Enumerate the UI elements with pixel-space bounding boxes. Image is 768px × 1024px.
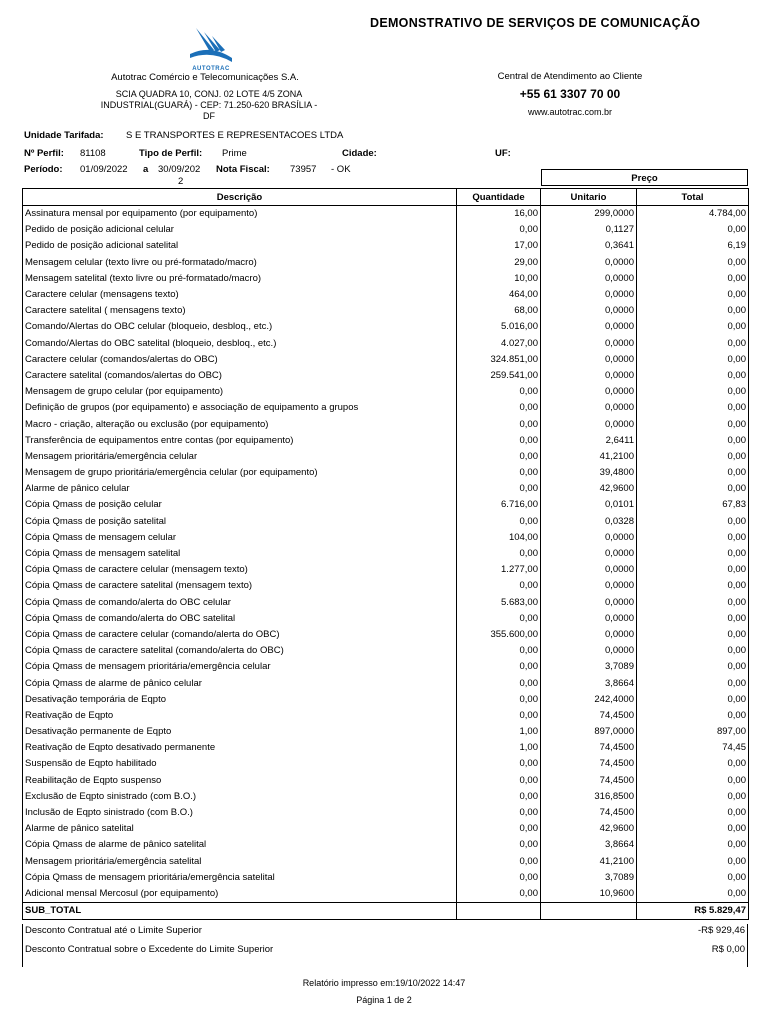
table-row xyxy=(23,821,749,837)
nota-fiscal-value: 73957 xyxy=(290,164,317,175)
periodo-label: Período: xyxy=(24,164,63,175)
address-line: INDUSTRIAL(GUARÁ) - CEP: 71.250-620 BRASÍLIA - xyxy=(100,100,318,110)
row-total: 0,00 xyxy=(637,611,749,627)
periodo-a: a xyxy=(143,164,149,175)
row-total: 0,00 xyxy=(637,870,749,886)
discount-contratual-label: Desconto Contratual até o Limite Superior xyxy=(25,925,202,936)
row-unit-price: 0,0000 xyxy=(541,595,637,611)
row-quantity: 29,00 xyxy=(457,255,541,271)
row-unit-price: 3,7089 xyxy=(541,659,637,675)
row-unit-price: 0,0000 xyxy=(541,546,637,562)
row-unit-price: 0,0328 xyxy=(541,514,637,530)
row-quantity: 0,00 xyxy=(457,611,541,627)
row-total: 0,00 xyxy=(637,773,749,789)
table-row xyxy=(23,837,749,853)
table-row xyxy=(23,886,749,903)
table-row xyxy=(23,546,749,562)
row-description: Cópia Qmass de caractere satelital (mensagem texto) xyxy=(23,578,457,594)
row-quantity: 0,00 xyxy=(457,433,541,449)
logo-text: AUTOTRAC xyxy=(192,66,230,72)
table-row xyxy=(23,400,749,416)
row-quantity: 0,00 xyxy=(457,465,541,481)
table-row xyxy=(23,319,749,335)
discounts-section xyxy=(22,924,748,967)
table-row xyxy=(23,708,749,724)
table-row xyxy=(23,562,749,578)
row-total: 0,00 xyxy=(637,578,749,594)
row-description: Caractere celular (mensagens texto) xyxy=(23,287,457,303)
row-description: Adicional mensal Mercosul (por equipamento) xyxy=(23,886,457,903)
subtotal-label: SUB_TOTAL xyxy=(23,903,457,920)
row-unit-price: 0,0000 xyxy=(541,303,637,319)
row-quantity: 0,00 xyxy=(457,659,541,675)
table-row xyxy=(23,465,749,481)
row-quantity: 259.541,00 xyxy=(457,368,541,384)
row-unit-price: 0,0000 xyxy=(541,352,637,368)
row-unit-price: 0,0000 xyxy=(541,627,637,643)
table-row xyxy=(23,724,749,740)
table-row xyxy=(23,303,749,319)
row-description: Assinatura mensal por equipamento (por equipamento) xyxy=(23,206,457,223)
row-total: 0,00 xyxy=(637,433,749,449)
row-unit-price: 897,0000 xyxy=(541,724,637,740)
row-description: Desativação temporária de Eqpto xyxy=(23,692,457,708)
row-unit-price: 0,0000 xyxy=(541,643,637,659)
row-total: 74,45 xyxy=(637,740,749,756)
row-quantity: 1.277,00 xyxy=(457,562,541,578)
discount-row xyxy=(22,943,748,967)
row-unit-price: 41,2100 xyxy=(541,449,637,465)
row-quantity: 0,00 xyxy=(457,837,541,853)
row-quantity: 0,00 xyxy=(457,886,541,903)
row-total: 0,00 xyxy=(637,287,749,303)
row-total: 0,00 xyxy=(637,416,749,432)
row-unit-price: 0,0000 xyxy=(541,416,637,432)
perfil-value: 81108 xyxy=(80,148,106,159)
row-total: 0,00 xyxy=(637,805,749,821)
subtotal-empty xyxy=(457,903,541,920)
row-quantity: 0,00 xyxy=(457,805,541,821)
row-total: 0,00 xyxy=(637,530,749,546)
row-unit-price: 0,0000 xyxy=(541,530,637,546)
table-row xyxy=(23,449,749,465)
row-quantity: 5.683,00 xyxy=(457,595,541,611)
discount-excedente-value: R$ 0,00 xyxy=(711,944,745,955)
row-description: Cópia Qmass de mensagem prioritária/emergência satelital xyxy=(23,870,457,886)
row-total: 0,00 xyxy=(637,255,749,271)
table-row xyxy=(23,756,749,772)
subtotal-row xyxy=(23,903,749,920)
row-quantity: 0,00 xyxy=(457,756,541,772)
row-description: Mensagem satelital (texto livre ou pré-formatado/macro) xyxy=(23,271,457,287)
row-unit-price: 42,9600 xyxy=(541,481,637,497)
row-quantity: 0,00 xyxy=(457,854,541,870)
row-unit-price: 0,1127 xyxy=(541,222,637,238)
row-unit-price: 74,4500 xyxy=(541,740,637,756)
row-description: Inclusão de Eqpto sinistrado (com B.O.) xyxy=(23,805,457,821)
row-description: Mensagem de grupo celular (por equipamento) xyxy=(23,384,457,400)
row-quantity: 0,00 xyxy=(457,675,541,691)
discount-row xyxy=(22,924,748,943)
row-total: 0,00 xyxy=(637,821,749,837)
row-unit-price: 242,4000 xyxy=(541,692,637,708)
row-quantity: 0,00 xyxy=(457,821,541,837)
row-quantity: 0,00 xyxy=(457,870,541,886)
phone-number: +55 61 3307 70 00 xyxy=(519,87,621,101)
table-row xyxy=(23,740,749,756)
table-row xyxy=(23,255,749,271)
nota-fiscal-label: Nota Fiscal: xyxy=(216,164,270,175)
row-description: Mensagem prioritária/emergência satelital xyxy=(23,854,457,870)
row-quantity: 0,00 xyxy=(457,773,541,789)
row-description: Transferência de equipamentos entre contas (por equipamento) xyxy=(23,433,457,449)
periodo-end-continuation: 2 xyxy=(178,176,184,187)
row-unit-price: 0,0000 xyxy=(541,336,637,352)
website-link[interactable]: www.autotrac.com.br xyxy=(527,107,613,117)
preco-header: Preço xyxy=(541,169,748,186)
table-row xyxy=(23,384,749,400)
table-row xyxy=(23,530,749,546)
row-unit-price: 74,4500 xyxy=(541,756,637,772)
row-quantity: 464,00 xyxy=(457,287,541,303)
row-description: Cópia Qmass de alarme de pânico satelital xyxy=(23,837,457,853)
company-address xyxy=(74,89,344,122)
row-total: 0,00 xyxy=(637,336,749,352)
row-quantity: 0,00 xyxy=(457,643,541,659)
table-row xyxy=(23,643,749,659)
row-quantity: 0,00 xyxy=(457,481,541,497)
table-row xyxy=(23,773,749,789)
row-description: Exclusão de Eqpto sinistrado (com B.O.) xyxy=(23,789,457,805)
row-quantity: 0,00 xyxy=(457,222,541,238)
row-total: 0,00 xyxy=(637,368,749,384)
tipo-perfil-label: Tipo de Perfil: xyxy=(139,148,203,159)
row-total: 0,00 xyxy=(637,708,749,724)
row-total: 0,00 xyxy=(637,546,749,562)
row-total: 0,00 xyxy=(637,627,749,643)
row-description: Alarme de pânico satelital xyxy=(23,821,457,837)
row-quantity: 17,00 xyxy=(457,238,541,254)
row-quantity: 6.716,00 xyxy=(457,497,541,513)
row-unit-price: 74,4500 xyxy=(541,805,637,821)
row-total: 0,00 xyxy=(637,692,749,708)
row-description: Comando/Alertas do OBC celular (bloqueio, desbloq., etc.) xyxy=(23,319,457,335)
row-total: 0,00 xyxy=(637,319,749,335)
table-row xyxy=(23,854,749,870)
table-row xyxy=(23,611,749,627)
row-unit-price: 0,0101 xyxy=(541,497,637,513)
row-description: Definição de grupos (por equipamento) e associação de equipamento a grupos xyxy=(23,400,457,416)
cidade-label: Cidade: xyxy=(342,148,377,159)
row-unit-price: 316,8500 xyxy=(541,789,637,805)
document-title: DEMONSTRATIVO DE SERVIÇOS DE COMUNICAÇÃO xyxy=(370,16,701,30)
table-row xyxy=(23,659,749,675)
header-descricao: Descrição xyxy=(23,189,457,206)
row-total: 67,83 xyxy=(637,497,749,513)
row-total: 0,00 xyxy=(637,400,749,416)
table-row xyxy=(23,287,749,303)
row-quantity: 68,00 xyxy=(457,303,541,319)
row-total: 0,00 xyxy=(637,222,749,238)
row-total: 0,00 xyxy=(637,449,749,465)
table-row xyxy=(23,222,749,238)
subtotal-empty xyxy=(541,903,637,920)
row-total: 897,00 xyxy=(637,724,749,740)
row-quantity: 0,00 xyxy=(457,514,541,530)
unidade-value: S E TRANSPORTES E REPRESENTACOES LTDA xyxy=(126,130,344,141)
row-unit-price: 0,0000 xyxy=(541,384,637,400)
row-unit-price: 0,0000 xyxy=(541,271,637,287)
row-quantity: 104,00 xyxy=(457,530,541,546)
periodo-end: 30/09/202 xyxy=(158,164,201,175)
perfil-label: Nº Perfil: xyxy=(24,148,64,159)
tipo-perfil-value: Prime xyxy=(222,148,247,159)
row-unit-price: 10,9600 xyxy=(541,886,637,903)
row-unit-price: 2,6411 xyxy=(541,433,637,449)
row-quantity: 1,00 xyxy=(457,724,541,740)
row-description: Macro - criação, alteração ou exclusão (por equipamento) xyxy=(23,416,457,432)
table-row xyxy=(23,368,749,384)
row-description: Caractere satelital ( mensagens texto) xyxy=(23,303,457,319)
table-row xyxy=(23,595,749,611)
row-description: Pedido de posição adicional satelital xyxy=(23,238,457,254)
printed-timestamp: Relatório impresso em:19/10/2022 14:47 xyxy=(302,978,466,988)
row-unit-price: 0,0000 xyxy=(541,319,637,335)
row-total: 0,00 xyxy=(637,659,749,675)
company-name: Autotrac Comércio e Telecomunicações S.A. xyxy=(111,72,299,83)
row-total: 6,19 xyxy=(637,238,749,254)
uf-label: UF: xyxy=(495,148,511,159)
row-description: Cópia Qmass de mensagem satelital xyxy=(23,546,457,562)
row-total: 0,00 xyxy=(637,675,749,691)
row-quantity: 0,00 xyxy=(457,708,541,724)
row-quantity: 0,00 xyxy=(457,692,541,708)
row-description: Cópia Qmass de caractere satelital (comando/alerta do OBC) xyxy=(23,643,457,659)
row-unit-price: 74,4500 xyxy=(541,708,637,724)
row-unit-price: 0,0000 xyxy=(541,562,637,578)
row-total: 0,00 xyxy=(637,514,749,530)
row-description: Reativação de Eqpto xyxy=(23,708,457,724)
row-description: Cópia Qmass de alarme de pânico celular xyxy=(23,675,457,691)
table-row xyxy=(23,578,749,594)
row-total: 0,00 xyxy=(637,643,749,659)
row-description: Cópia Qmass de posição satelital xyxy=(23,514,457,530)
table-row xyxy=(23,433,749,449)
row-description: Pedido de posição adicional celular xyxy=(23,222,457,238)
row-unit-price: 0,0000 xyxy=(541,400,637,416)
row-quantity: 0,00 xyxy=(457,416,541,432)
row-description: Reativação de Eqpto desativado permanente xyxy=(23,740,457,756)
row-description: Mensagem prioritária/emergência celular xyxy=(23,449,457,465)
table-row xyxy=(23,675,749,691)
row-description: Alarme de pânico celular xyxy=(23,481,457,497)
row-unit-price: 3,8664 xyxy=(541,837,637,853)
row-description: Comando/Alertas do OBC satelital (bloqueio, desbloq., etc.) xyxy=(23,336,457,352)
table-row xyxy=(23,805,749,821)
row-total: 0,00 xyxy=(637,481,749,497)
row-description: Cópia Qmass de comando/alerta do OBC celular xyxy=(23,595,457,611)
address-line: SCIA QUADRA 10, CONJ. 02 LOTE 4/5 ZONA xyxy=(115,89,303,99)
periodo-start: 01/09/2022 xyxy=(80,164,128,175)
row-description: Caractere satelital (comandos/alertas do OBC) xyxy=(23,368,457,384)
header-total: Total xyxy=(637,189,749,206)
row-quantity: 324.851,00 xyxy=(457,352,541,368)
table-row xyxy=(23,692,749,708)
row-total: 0,00 xyxy=(637,837,749,853)
row-description: Cópia Qmass de caractere celular (mensagem texto) xyxy=(23,562,457,578)
row-total: 0,00 xyxy=(637,562,749,578)
row-description: Mensagem celular (texto livre ou pré-formatado/macro) xyxy=(23,255,457,271)
table-header-row xyxy=(23,189,749,206)
autotrac-logo-icon xyxy=(188,22,234,68)
row-description: Cópia Qmass de mensagem celular xyxy=(23,530,457,546)
row-description: Cópia Qmass de posição celular xyxy=(23,497,457,513)
row-total: 0,00 xyxy=(637,384,749,400)
row-total: 0,00 xyxy=(637,271,749,287)
row-quantity: 5.016,00 xyxy=(457,319,541,335)
address-line: DF xyxy=(203,111,215,121)
row-unit-price: 3,8664 xyxy=(541,675,637,691)
row-description: Suspensão de Eqpto habilitado xyxy=(23,756,457,772)
nota-fiscal-status: - OK xyxy=(331,164,351,175)
row-total: 0,00 xyxy=(637,595,749,611)
row-total: 0,00 xyxy=(637,756,749,772)
row-unit-price: 0,0000 xyxy=(541,287,637,303)
row-unit-price: 0,0000 xyxy=(541,255,637,271)
table-row xyxy=(23,481,749,497)
row-description: Cópia Qmass de comando/alerta do OBC satelital xyxy=(23,611,457,627)
row-description: Desativação permanente de Eqpto xyxy=(23,724,457,740)
table-row xyxy=(23,352,749,368)
header-unitario: Unitario xyxy=(541,189,637,206)
row-total: 0,00 xyxy=(637,352,749,368)
table-row xyxy=(23,336,749,352)
row-description: Mensagem de grupo prioritária/emergência celular (por equipamento) xyxy=(23,465,457,481)
table-row xyxy=(23,514,749,530)
row-total: 0,00 xyxy=(637,465,749,481)
row-total: 0,00 xyxy=(637,886,749,903)
table-row xyxy=(23,271,749,287)
row-description: Cópia Qmass de caractere celular (comando/alerta do OBC) xyxy=(23,627,457,643)
table-body xyxy=(23,206,749,903)
row-unit-price: 0,0000 xyxy=(541,368,637,384)
table-row xyxy=(23,238,749,254)
row-unit-price: 39,4800 xyxy=(541,465,637,481)
table-row xyxy=(23,497,749,513)
row-unit-price: 0,0000 xyxy=(541,578,637,594)
discount-excedente-label: Desconto Contratual sobre o Excedente do Limite Superior xyxy=(25,944,274,955)
row-quantity: 10,00 xyxy=(457,271,541,287)
row-total: 0,00 xyxy=(637,789,749,805)
row-quantity: 1,00 xyxy=(457,740,541,756)
row-quantity: 0,00 xyxy=(457,578,541,594)
row-description: Reabilitação de Eqpto suspenso xyxy=(23,773,457,789)
row-quantity: 4.027,00 xyxy=(457,336,541,352)
row-unit-price: 42,9600 xyxy=(541,821,637,837)
row-unit-price: 74,4500 xyxy=(541,773,637,789)
unidade-label: Unidade Tarifada: xyxy=(24,130,104,141)
row-description: Cópia Qmass de mensagem prioritária/emergência celular xyxy=(23,659,457,675)
table-row xyxy=(23,789,749,805)
table-row xyxy=(23,870,749,886)
row-unit-price: 3,7089 xyxy=(541,870,637,886)
subtotal-value: R$ 5.829,47 xyxy=(637,903,749,920)
row-total: 4.784,00 xyxy=(637,206,749,223)
table-row xyxy=(23,627,749,643)
row-quantity: 0,00 xyxy=(457,400,541,416)
header-quantidade: Quantidade xyxy=(457,189,541,206)
row-unit-price: 0,0000 xyxy=(541,611,637,627)
page-number: Página 1 de 2 xyxy=(356,995,412,1005)
table-row xyxy=(23,416,749,432)
table-row xyxy=(23,206,749,223)
row-description: Caractere celular (comandos/alertas do OBC) xyxy=(23,352,457,368)
row-quantity: 355.600,00 xyxy=(457,627,541,643)
row-total: 0,00 xyxy=(637,854,749,870)
row-quantity: 16,00 xyxy=(457,206,541,223)
central-label: Central de Atendimento ao Cliente xyxy=(497,71,643,82)
services-table xyxy=(22,188,749,920)
row-quantity: 0,00 xyxy=(457,449,541,465)
row-unit-price: 299,0000 xyxy=(541,206,637,223)
row-quantity: 0,00 xyxy=(457,789,541,805)
row-unit-price: 0,3641 xyxy=(541,238,637,254)
row-quantity: 0,00 xyxy=(457,546,541,562)
row-unit-price: 41,2100 xyxy=(541,854,637,870)
row-total: 0,00 xyxy=(637,303,749,319)
row-quantity: 0,00 xyxy=(457,384,541,400)
discount-contratual-value: -R$ 929,46 xyxy=(697,925,745,936)
